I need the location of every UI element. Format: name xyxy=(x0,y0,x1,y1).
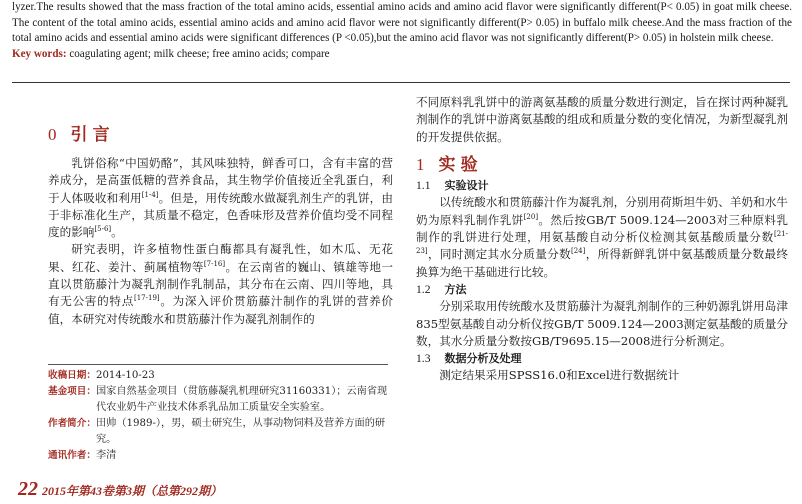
abstract-text: lyzer.The results showed that the mass fraction of the total amino acids, essential amino acids and amino acid flavor were significantly different(P< 0.05) in goat milk cheese. The content of the total amino acids, essential amino acids and amino acid flavor were not significantly different(P> 0.05) in buffalo milk cheese.And the mass fraction of the total amino acids and essential amino acids were significant differences (P <0.05),but the amino acid flavor was not significantly different(P> 0.05) in holstein milk cheese. xyxy=(12,1,792,45)
abstract-block xyxy=(12,0,792,62)
meta-corresponding: 通讯作者： 李清 xyxy=(48,450,117,461)
meta-author: 作者简介： 田帅（1989-），男，硕士研究生，从事动物饲料及营养方面的研究。 xyxy=(48,418,386,445)
intro-heading: 0 引言 xyxy=(48,125,115,145)
meta-funding: 基金项目： 国家自然基金项目（贯筋藤凝乳机理研究31160331）；云南省现代农业奶牛产业技术体系乳品加工质量安全实验室。 xyxy=(48,386,388,413)
intro-paragraph-1: 乳饼俗称“中国奶酪”，其风味独特，鲜香可口，含有丰富的营养成分，是高蛋低糖的营养食品，其生物学价值接近全乳蛋白，利于人体吸收和利用[1-4]。但是，用传统酸水做凝乳剂生产的乳饼，由于非标准化生产，其质量不稳定，色香味形及营养价值均受不同程度的影响[5-6]。 xyxy=(48,156,393,240)
header-divider xyxy=(12,82,790,83)
keywords-label: Key words: xyxy=(12,47,67,60)
keywords-text: coagulating agent; milk cheese; free amino acids; compare xyxy=(66,47,330,60)
intro-body xyxy=(48,155,393,328)
page-footer xyxy=(18,478,222,501)
left-column xyxy=(48,126,393,144)
experiment-heading: 1 实验 xyxy=(416,154,483,175)
section-1-1-heading: 1.1 实验设计 xyxy=(416,179,489,193)
right-column xyxy=(416,94,788,385)
journal-issue: 2015年第43卷第3期（总第292期） xyxy=(42,484,223,498)
continued-paragraph: 不同原料乳乳饼中的游离氨基酸的质量分数进行测定，旨在探讨两种凝乳剂制作的乳饼中游离氨基酸的组成和质量分数的变化情况，为新型凝乳剂的开发提供依据。 xyxy=(416,95,788,144)
article-meta xyxy=(48,364,388,464)
meta-received: 收稿日期： 2014-10-23 xyxy=(48,370,155,381)
section-1-3-text: 测定结果采用SPSS16.0和Excel进行数据统计 xyxy=(439,368,680,383)
section-1-3-heading: 1.3 数据分析及处理 xyxy=(416,352,522,366)
section-1-2-heading: 1.2 方法 xyxy=(416,282,467,296)
keywords-line xyxy=(12,47,792,63)
page-number: 22 xyxy=(18,478,38,500)
intro-paragraph-2: 研究表明，许多植物性蛋白酶都具有凝乳性，如木瓜、无花果、红花、姜汁、蓟属植物等[7-16]。在云南省的巍山、镇雄等地一直以贯筋藤汁为凝乳剂制作乳制品，其分布在云南、四川等地，具有无公害的特点[17-19]。为深入评价贯筋藤汁制作的乳饼的营养价值，本研究对传统酸水和贯筋藤汁作为凝乳剂制作的 xyxy=(48,242,393,326)
section-1-2-text: 分别采取用传统酸水及贯筋藤汁为凝乳剂制作的三种奶源乳饼用岛津835型氨基酸自动分析仪按GB/T 5009.124—2003测定氨基酸的质量分数，其水分质量分数按GB/T9695.15—2008进行分析测定。 xyxy=(416,299,788,348)
section-1-1-text: 以传统酸水和贯筋藤汁作为凝乳剂，分别用荷斯坦牛奶、羊奶和水牛奶为原料乳制作乳饼[20]。然后按GB/T 5009.124—2003对三种原料乳制作的乳饼进行处理，用氨基酸自动分析仪检测其氨基酸质量分数[21-23]，同时测定其水分质量分数[24]，所得新鲜乳饼中氨基酸质量分数最终换算为绝干基础进行比较。 xyxy=(416,195,788,279)
